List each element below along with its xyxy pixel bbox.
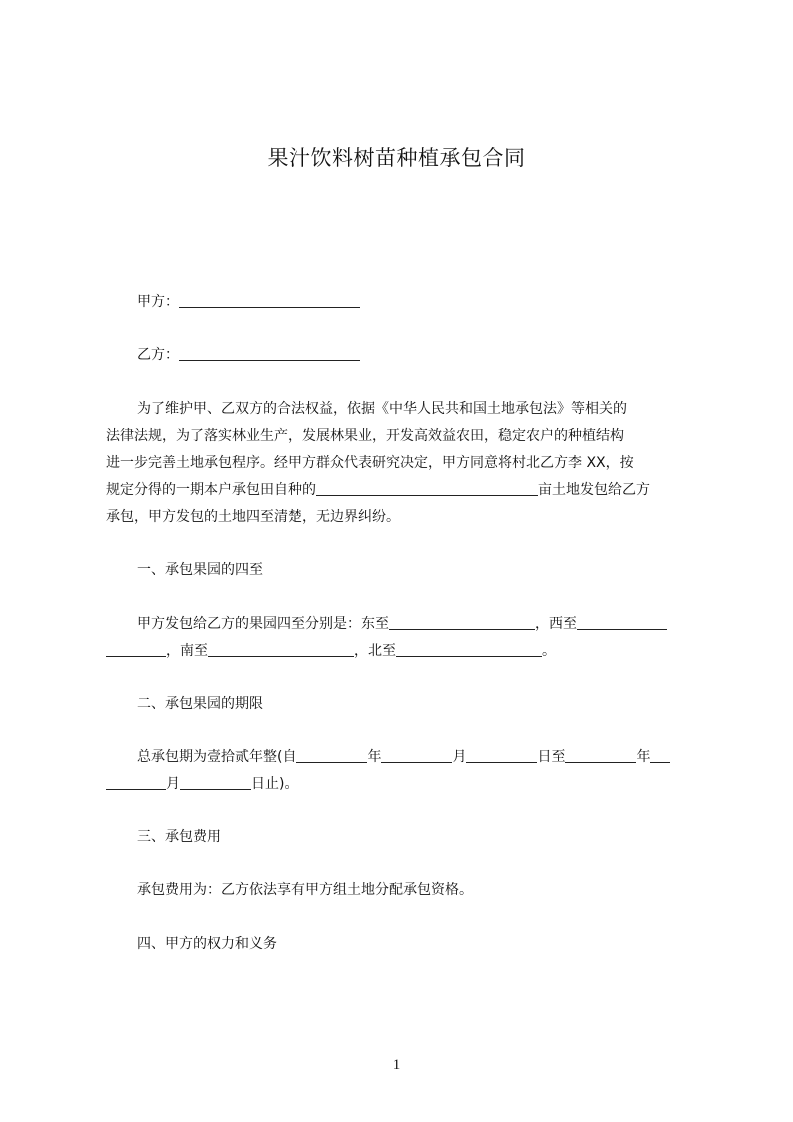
section-2-line-2 [106,774,298,794]
intro-line-3: 进一步完善土地承包程序。经甲方群众代表研究决定，甲方同意将村北乙方李 XX，按 [106,455,634,471]
boundary-north-label: ，北至 [354,643,396,659]
boundary-north-blank [396,642,542,657]
intro-line-2: 法律法规，为了落实林业生产，发展林果业，开发高效益农田，稳定农户的种植结构 [106,428,624,444]
boundary-south-blank [208,642,354,657]
page-number: 1 [392,1057,401,1073]
end-day-label: 日止)。 [251,776,299,792]
intro-line-5: 承包，甲方发包的土地四至清楚，无边界纠纷。 [106,509,400,525]
party-b-label: 乙方： [137,347,179,363]
party-b-blank [179,346,360,361]
boundary-west-label: ，西至 [535,616,577,632]
party-a-blank [179,293,360,308]
intro-line-4 [106,480,650,500]
section-1-heading: 一、承包果园的四至 [137,562,263,578]
boundary-end-punct: 。 [542,643,556,659]
start-day-to-label: 日至 [537,749,566,765]
intro-line-1: 为了维护甲、乙双方的合法权益，依据《中华人民共和国土地承包法》等相关的 [137,401,627,417]
term-start-label: 总承包期为壹拾贰年整(自 [137,749,297,765]
document-title: 果汁饮料树苗种植承包合同 [267,146,526,170]
section-3-heading: 三、承包费用 [137,829,221,845]
section-1-line-2 [106,641,556,661]
boundary-east-label: 甲方发包给乙方的果园四至分别是：东至 [137,616,389,632]
end-year-label: 年 [636,749,651,765]
boundary-west-blank-cont [106,642,166,657]
end-day-blank [180,775,251,790]
party-b-line [137,345,360,365]
end-month-label: 月 [166,776,180,792]
start-day-blank [466,748,537,763]
boundary-west-blank [577,615,667,630]
intro-line-4-end: 亩土地发包给乙方 [538,482,650,498]
party-a-line [137,292,360,312]
start-month-blank [381,748,452,763]
intro-line-4-start: 规定分得的一期本户承包田自种的 [106,482,316,498]
boundary-east-blank [389,615,535,630]
end-year-blank [565,748,636,763]
section-2-line-1 [137,747,700,767]
start-year-label: 年 [367,749,382,765]
party-a-label: 甲方： [137,294,179,310]
section-4-heading: 四、甲方的权力和义务 [137,936,277,952]
section-3-text: 承包费用为：乙方依法享有甲方组土地分配承包资格。 [137,882,473,898]
start-year-blank [296,748,367,763]
boundary-south-label: ，南至 [166,643,208,659]
acreage-blank [316,481,538,496]
end-month-blank [650,748,670,763]
end-month-blank-cont [106,775,166,790]
section-2-heading: 二、承包果园的期限 [137,696,263,712]
start-month-label: 月 [452,749,467,765]
section-1-line-1 [137,614,700,634]
